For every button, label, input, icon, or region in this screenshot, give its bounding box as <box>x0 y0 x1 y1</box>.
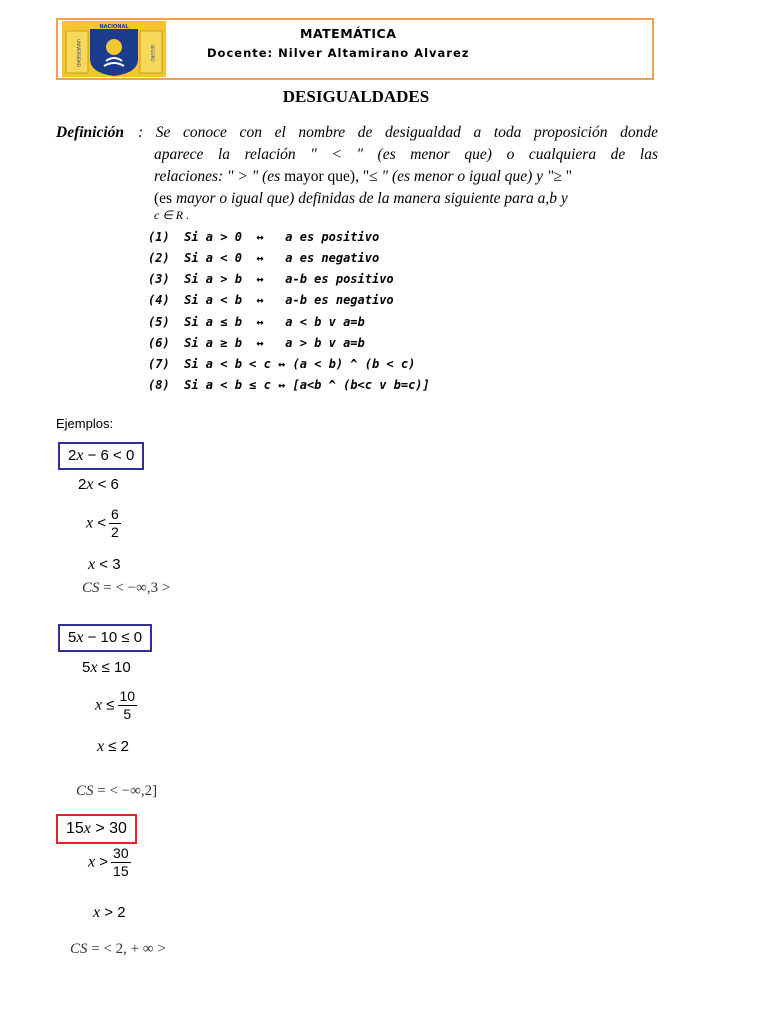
rule-item: (1) Si a > 0 ↔ a es positivo <box>148 230 380 244</box>
page-title: DESIGUALDADES <box>282 87 430 106</box>
rule-item: (5) Si a ≤ b ↔ a < b v a=b <box>148 315 365 329</box>
variable: x <box>83 820 91 837</box>
coefficient: 2 <box>78 476 87 493</box>
fraction <box>111 845 131 880</box>
fraction <box>109 506 121 541</box>
example-2-inequality <box>58 624 152 652</box>
expression-rest: ≤ 10 <box>97 659 131 676</box>
definition-line-4 <box>154 190 568 208</box>
solution-set-label: CS <box>70 941 88 957</box>
expression-rest: < 6 <box>93 476 119 493</box>
example-2-step-1 <box>82 659 131 677</box>
expression-rest: − 10 ≤ 0 <box>83 629 143 646</box>
denominator: 5 <box>123 706 132 722</box>
example-1-step-1 <box>78 476 119 494</box>
example-3-inequality <box>56 814 137 844</box>
definition-text: ≤ " (es menor o igual que) y " <box>369 168 554 185</box>
denominator: 15 <box>113 863 129 879</box>
examples-label: Ejemplos: <box>56 416 114 431</box>
svg-text:SEGURO: SEGURO <box>150 44 155 62</box>
svg-text:NACIONAL: NACIONAL <box>99 24 129 30</box>
example-2-solution-set <box>76 783 157 800</box>
coefficient: 15 <box>66 820 84 837</box>
example-3-step-3 <box>93 904 126 922</box>
example-3-step-2 <box>88 845 131 880</box>
solution-set-value: = < −∞,3 > <box>99 580 171 596</box>
definition-symbol: ≥ " <box>553 168 573 185</box>
header-teacher: Docente: Nilver Altamirano Alvarez <box>207 46 470 60</box>
rule-item: (3) Si a > b ↔ a-b es positivo <box>148 272 394 286</box>
example-2-step-2 <box>95 688 137 723</box>
definition-line-1: : Se conoce con el nombre de desigualdad a toda proposición donde <box>138 124 658 141</box>
operator: ≤ <box>102 696 115 714</box>
definition-line-3 <box>154 168 572 186</box>
solution-set-value: = < 2, + ∞ > <box>87 941 166 957</box>
coefficient: 5 <box>68 629 77 646</box>
university-logo <box>62 21 166 77</box>
rule-item: (2) Si a < 0 ↔ a es negativo <box>148 251 380 265</box>
variable: x <box>93 904 101 921</box>
variable: x <box>86 476 94 493</box>
variable: x <box>90 659 98 676</box>
definition-text-upright: mayor que), " <box>284 168 370 185</box>
variable: x <box>97 738 105 755</box>
solution-set-label: CS <box>82 580 100 596</box>
definition-line-5: c ∈ R . <box>154 208 190 222</box>
variable: x <box>76 447 84 464</box>
numerator: 10 <box>119 688 136 704</box>
header-subject: MATEMÁTICA <box>300 26 397 41</box>
example-1-inequality <box>58 442 144 470</box>
operator: > <box>95 853 109 871</box>
rule-item: (6) Si a ≥ b ↔ a > b v a=b <box>148 336 365 350</box>
definition-line-2: aparece la relación " < " (es menor que) o cualquiera de las <box>154 146 658 163</box>
rule-item: (4) Si a < b ↔ a-b es negativo <box>148 293 394 307</box>
definition-label: Definición <box>56 124 125 141</box>
solution-set-label: CS <box>76 783 94 799</box>
rule-item: (7) Si a < b < c ↔ (a < b) ^ (b < c) <box>148 357 416 371</box>
expression-rest: > 30 <box>90 820 127 837</box>
svg-text:UNIVERSIDAD: UNIVERSIDAD <box>76 39 81 67</box>
numerator: 6 <box>111 506 119 522</box>
variable: x <box>86 514 94 532</box>
example-1-step-3 <box>88 556 121 574</box>
variable: x <box>88 556 96 573</box>
coefficient: 2 <box>68 447 77 464</box>
variable: x <box>88 853 96 871</box>
fraction <box>118 688 138 723</box>
numerator: 30 <box>113 845 129 861</box>
expression-rest: < 3 <box>95 556 121 573</box>
coefficient: 5 <box>82 659 91 676</box>
example-2-step-3 <box>97 738 129 756</box>
definition-text: relaciones: " > " (es <box>154 168 281 185</box>
expression-rest: − 6 < 0 <box>83 447 135 464</box>
expression-rest: ≤ 2 <box>104 738 130 755</box>
denominator: 2 <box>111 524 119 540</box>
variable: x <box>76 629 84 646</box>
operator: < <box>93 514 107 532</box>
example-1-step-2 <box>86 506 121 541</box>
example-3-solution-set <box>70 941 166 958</box>
solution-set-value: = < −∞,2] <box>93 783 158 799</box>
example-1-solution-set <box>82 580 170 597</box>
expression-rest: > 2 <box>100 904 126 921</box>
definition-text: mayor o igual que) definidas de la manera siguiente para a,b y <box>175 190 568 207</box>
variable: x <box>95 696 103 714</box>
definition-text-upright: (es <box>154 190 173 207</box>
rule-item: (8) Si a < b ≤ c ↔ [a<b ^ (b<c v b=c)] <box>148 378 430 392</box>
